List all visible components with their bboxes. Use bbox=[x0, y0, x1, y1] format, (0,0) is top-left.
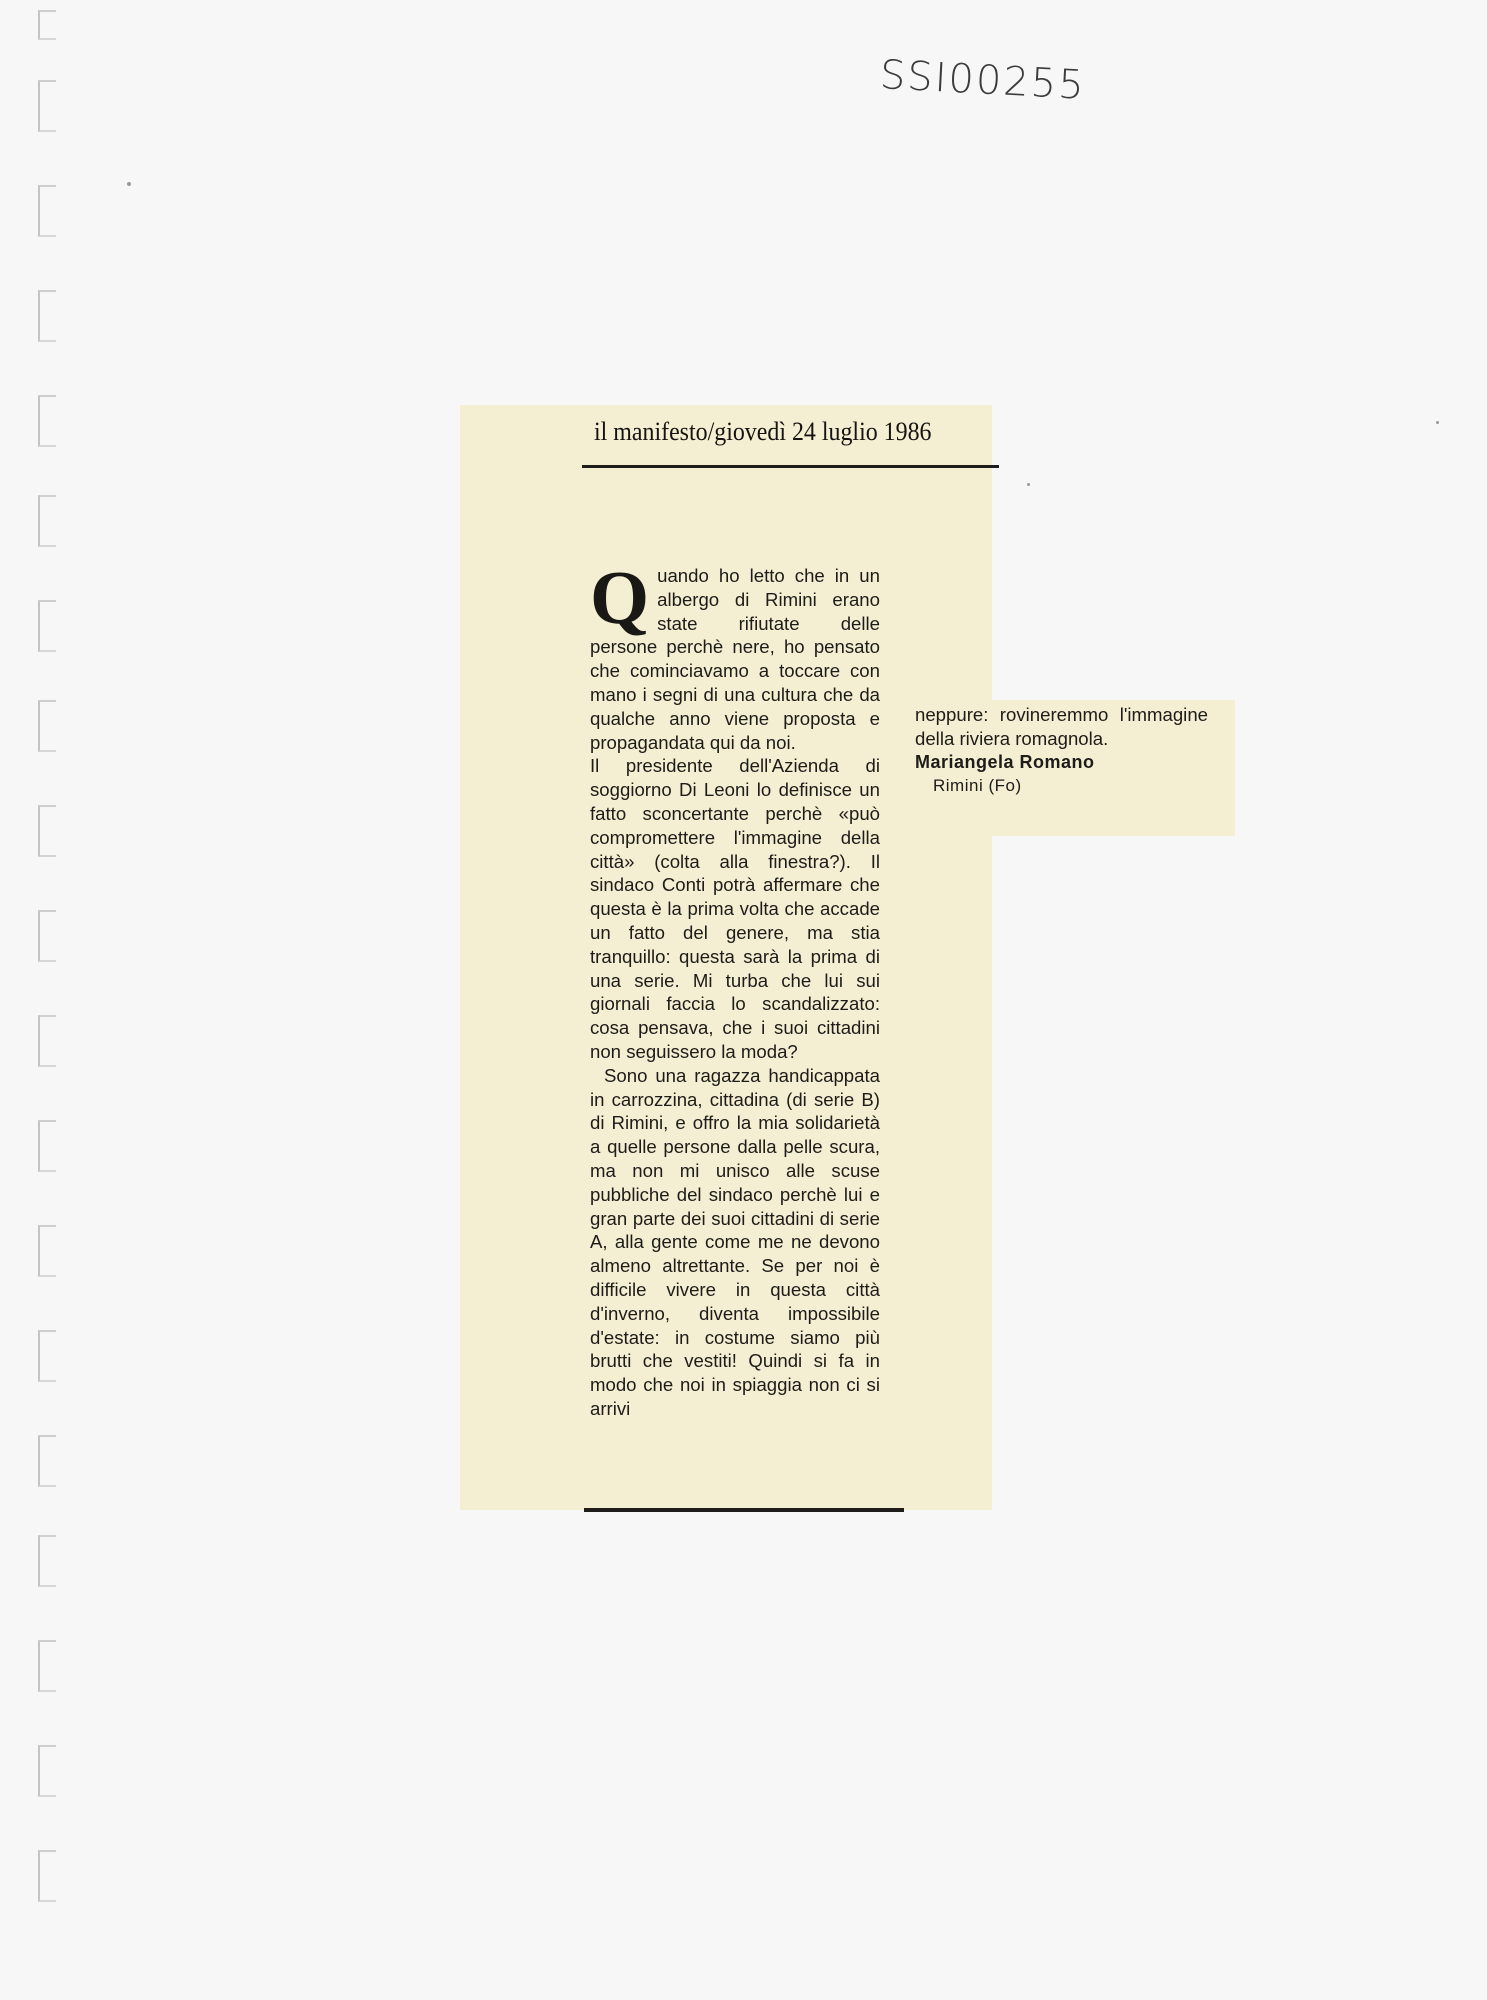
author-signature: Mariangela Romano bbox=[915, 751, 1095, 772]
binder-mark bbox=[38, 1850, 56, 1902]
binder-mark bbox=[38, 1015, 56, 1067]
binder-mark bbox=[38, 1330, 56, 1382]
letter-paragraph: Il presidente dell'Azienda di soggiorno Di Leoni lo definisce un fatto sconcertante perchè «può compromettere l'immagine della città» (colta alla finestra?). Il sindaco Conti potrà affermare che questa è la prima volta che accade un fatto del genere, ma stia tranquillo: questa sarà la prima di una serie. Mi turba che lui sui giornali faccia lo scandalizzato: cosa pensava, che i suoi cittadini non seguissero la moda? bbox=[590, 755, 880, 1062]
binder-mark bbox=[38, 1535, 56, 1587]
paper-speck bbox=[1027, 483, 1030, 486]
newspaper-masthead: il manifesto/giovedì 24 luglio 1986 bbox=[594, 417, 932, 446]
binder-mark bbox=[38, 600, 56, 652]
binder-mark bbox=[38, 80, 56, 132]
binder-mark bbox=[38, 1640, 56, 1692]
clipping-bottom-rule bbox=[584, 1508, 904, 1512]
letter-paragraph bbox=[590, 556, 880, 754]
binder-mark bbox=[38, 1745, 56, 1797]
binder-mark bbox=[38, 1225, 56, 1277]
masthead-rule bbox=[582, 465, 999, 468]
paper-speck bbox=[127, 182, 131, 186]
binder-mark bbox=[38, 1435, 56, 1487]
binder-mark bbox=[38, 290, 56, 342]
binder-mark bbox=[38, 700, 56, 752]
letter-body bbox=[590, 556, 880, 1421]
letter-paragraph-text: uando ho letto che in un albergo di Rimini erano state rifiutate delle persone perchè nere, ho pensato che cominciavamo a toccare con mano i segni di una cultura che da qualche anno viene proposta e propagandata qui da noi. bbox=[590, 565, 880, 753]
binder-mark bbox=[38, 10, 56, 40]
binder-mark bbox=[38, 805, 56, 857]
binder-mark bbox=[38, 910, 56, 962]
handwritten-archive-code: SSI00255 bbox=[878, 52, 1087, 109]
binder-mark bbox=[38, 185, 56, 237]
letter-continuation bbox=[915, 703, 1208, 798]
binder-mark bbox=[38, 495, 56, 547]
paper-speck bbox=[1436, 421, 1439, 424]
author-location: Rimini (Fo) bbox=[933, 776, 1022, 796]
binder-hole-marks bbox=[38, 0, 68, 2000]
binder-mark bbox=[38, 1120, 56, 1172]
letter-continuation-text: neppure: rovineremmo l'immagine della riviera romagnola. bbox=[915, 704, 1208, 749]
drop-cap: Q bbox=[590, 556, 650, 640]
letter-paragraph: Sono una ragazza handicappata in carrozzina, cittadina (di serie B) di Rimini, e offro la mia solidarietà a quelle persone dalla pelle scura, ma non mi unisco alle scuse pubbliche del sindaco perchè lui e gran parte dei suoi cittadini di serie A, alla gente come me ne devono almeno altrettante. Se per noi è difficile vivere in questa città d'inverno, diventa impossibile d'estate: in costume siamo più brutti che vestiti! Quindi si fa in modo che noi in spiaggia non ci si arrivi bbox=[590, 1064, 880, 1419]
binder-mark bbox=[38, 395, 56, 447]
